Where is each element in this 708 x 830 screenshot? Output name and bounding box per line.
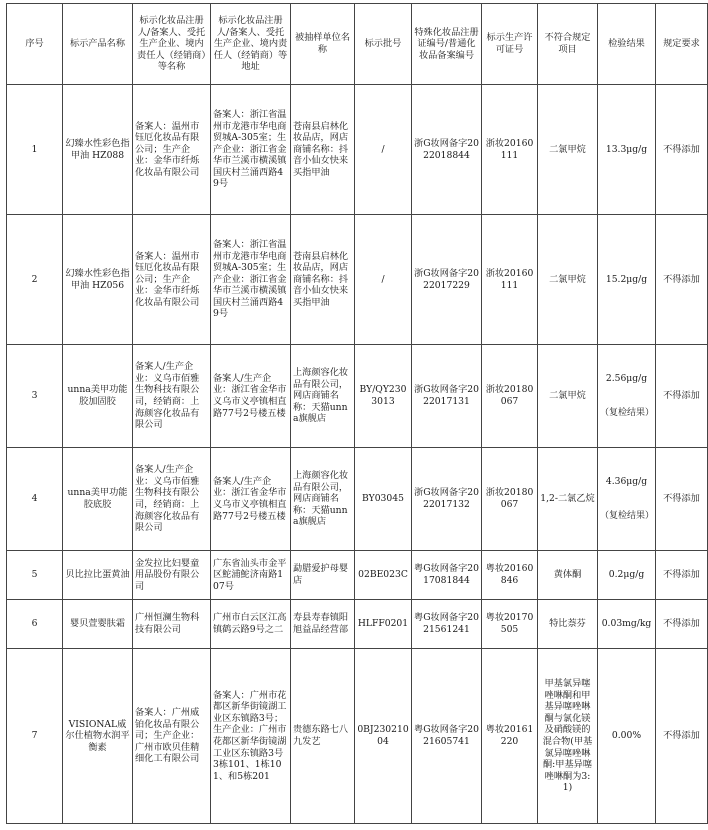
cell-address bbox=[211, 600, 291, 649]
cell-item bbox=[538, 215, 598, 345]
cell-text: 粤妆20170505 bbox=[485, 612, 534, 635]
cell-text: 金发拉比妇婴童用品股份有限公司 bbox=[135, 557, 200, 592]
cell-result bbox=[598, 215, 656, 345]
cell-address bbox=[211, 345, 291, 448]
cell-text: unna美甲功能胶加固胶 bbox=[67, 384, 128, 407]
cell-text: 不得添加 bbox=[663, 493, 700, 505]
cell-req bbox=[656, 448, 708, 551]
cell-sampled bbox=[291, 448, 355, 551]
cell-text: 7 bbox=[31, 730, 38, 742]
cell-batch bbox=[355, 448, 412, 551]
cell-no bbox=[7, 448, 63, 551]
table-row bbox=[7, 345, 708, 448]
cell-name bbox=[63, 448, 133, 551]
cell-name bbox=[63, 85, 133, 215]
cell-text: 粤妆20160846 bbox=[485, 563, 534, 586]
cell-req bbox=[656, 85, 708, 215]
cell-result bbox=[598, 600, 656, 649]
cell-text: 浙G妆网备字2022017229 bbox=[414, 267, 479, 291]
cell-text: 2 bbox=[31, 273, 38, 285]
cell-name bbox=[63, 215, 133, 345]
cell-req bbox=[656, 551, 708, 600]
cell-text: 6 bbox=[31, 618, 38, 630]
cell-text: 广东省汕头市金平区鮀浦鮀济南路107号 bbox=[213, 557, 287, 592]
cell-text: 上海颜容化妆品有限公司，网店商铺名称：天猫unna旗舰店 bbox=[293, 470, 349, 528]
retest-note: （复检结果） bbox=[600, 511, 655, 522]
cell-item bbox=[538, 85, 598, 215]
cell-text: 粤G妆网备字2021605741 bbox=[414, 724, 479, 747]
table-body bbox=[7, 85, 708, 824]
table-row bbox=[7, 215, 708, 345]
cell-item bbox=[538, 448, 598, 551]
cell-text: 粤G妆网备字2021561241 bbox=[414, 612, 479, 635]
cell-req bbox=[656, 600, 708, 649]
header-cell: 被抽样单位名称 bbox=[291, 4, 355, 85]
table-row bbox=[7, 600, 708, 649]
cell-text: 上海颜容化妆品有限公司，网店商铺名称：天猫unna旗舰店 bbox=[293, 367, 349, 425]
cell-item bbox=[538, 345, 598, 448]
cell-result bbox=[598, 551, 656, 600]
table-row bbox=[7, 551, 708, 600]
cell-text: 甲基氯异噻唑啉酮和甲基异噻唑啉酮与氯化镁及硝酸镁的混合物(甲基氯异噻唑啉酮:甲基异噻唑啉酮为3:1) bbox=[542, 678, 593, 794]
cell-no bbox=[7, 215, 63, 345]
cell-text: / bbox=[381, 143, 385, 155]
cell-text: 备案人：广州市花都区新华街镜湖工业区东镇路3号；生产企业：广州市花都区新华街镜湖工业区东镇路3号3栋101、1栋101、和5栋201 bbox=[213, 689, 287, 782]
header-cell: 标示生产许可证号 bbox=[482, 4, 538, 85]
header-cell: 序号 bbox=[7, 4, 63, 85]
header-cell: 特殊化妆品注册证编号/普通化妆品备案编号 bbox=[412, 4, 482, 85]
cell-req bbox=[656, 649, 708, 824]
cell-license bbox=[482, 551, 538, 600]
inspection-table bbox=[6, 3, 708, 824]
cell-text: 备案人：浙江省温州市龙港市华电商贸城A-305室；生产企业：浙江省金华市兰溪市横溪镇国庆村兰涌西路49号 bbox=[213, 108, 287, 190]
cell-text: VISIONAL威尔仕植物水润平衡素 bbox=[65, 718, 130, 753]
cell-company bbox=[133, 600, 211, 649]
results-sheet bbox=[6, 3, 700, 824]
cell-license bbox=[482, 85, 538, 215]
cell-company bbox=[133, 448, 211, 551]
cell-result bbox=[598, 345, 656, 448]
cell-text: 浙G妆网备字2022017131 bbox=[414, 384, 479, 407]
cell-reg bbox=[412, 551, 482, 600]
cell-text: 13.3μg/g bbox=[605, 143, 648, 155]
header-row bbox=[7, 4, 708, 85]
cell-text: BY/QY2303013 bbox=[359, 384, 407, 407]
cell-text: 0.2μg/g bbox=[608, 569, 645, 581]
cell-text: 贵德东路七八九发艺 bbox=[293, 724, 349, 747]
cell-text: 备案人/生产企业：浙江省金华市义乌市义亭镇相直路77号2号楼五楼 bbox=[213, 372, 287, 419]
cell-text: 勐腊爱护母婴店 bbox=[293, 563, 349, 586]
cell-text: HLFF0201 bbox=[357, 618, 409, 630]
cell-text: 浙妆20160111 bbox=[485, 267, 534, 291]
header-cell: 标示化妆品注册人/备案人、受托生产企业、境内责任人（经销商）等地址 bbox=[211, 4, 291, 85]
cell-item bbox=[538, 600, 598, 649]
cell-text: 备案人：温州市钰厄化妆品有限公司；生产企业：金华市纤烁化妆品有限公司 bbox=[135, 120, 200, 178]
cell-text: 0.00% bbox=[611, 730, 642, 742]
cell-name bbox=[63, 600, 133, 649]
cell-text: 苍南县启林化妆品店，网店商铺名称：抖音小仙女快来买指甲油 bbox=[293, 120, 349, 178]
cell-text: 幻臻水性彩色指甲油 HZ056 bbox=[65, 267, 130, 291]
cell-text: 0.03mg/kg bbox=[601, 618, 652, 630]
table-row bbox=[7, 649, 708, 824]
cell-text: 粤G妆网备字2017081844 bbox=[414, 563, 479, 586]
cell-text: 苍南县启林化妆品店，网店商铺名称：抖音小仙女快来买指甲油 bbox=[293, 250, 349, 308]
cell-item bbox=[538, 649, 598, 824]
cell-license bbox=[482, 345, 538, 448]
cell-text: 1,2-二氯乙烷 bbox=[540, 493, 595, 505]
cell-text: 黄体酮 bbox=[553, 569, 582, 581]
cell-text: 不得添加 bbox=[663, 390, 700, 402]
retest-note: （复检结果） bbox=[600, 408, 655, 419]
cell-text: 不得添加 bbox=[663, 143, 700, 155]
cell-text: 贝比拉比蛋黄油 bbox=[65, 569, 130, 581]
cell-text: 特比萘芬 bbox=[549, 618, 586, 630]
cell-text: 婴贝萱婴肤霜 bbox=[69, 618, 126, 630]
cell-text: 备案人：温州市钰厄化妆品有限公司；生产企业：金华市纤烁化妆品有限公司 bbox=[135, 250, 200, 308]
cell-result bbox=[598, 85, 656, 215]
cell-text: 不得添加 bbox=[663, 273, 700, 285]
cell-text: 备案人/生产企业：义乌市佰雅生物科技有限公司，经销商：上海颜容化妆品有限公司 bbox=[135, 464, 200, 534]
cell-text: 02BE023C bbox=[358, 569, 408, 581]
cell-batch bbox=[355, 215, 412, 345]
cell-text: 5 bbox=[31, 569, 38, 581]
cell-reg bbox=[412, 448, 482, 551]
cell-text: 二氯甲烷 bbox=[549, 143, 586, 155]
cell-sampled bbox=[291, 649, 355, 824]
cell-text: 浙G妆网备字2022017132 bbox=[414, 487, 479, 510]
header-cell: 检验结果 bbox=[598, 4, 656, 85]
cell-text: 广州恒澜生物科技有限公司 bbox=[135, 612, 200, 635]
header-cell: 不符合规定项目 bbox=[538, 4, 598, 85]
cell-company bbox=[133, 345, 211, 448]
header-cell: 标示产品名称 bbox=[63, 4, 133, 85]
cell-text: 广州市白云区江高镇鹤云路9号之二 bbox=[213, 612, 287, 635]
cell-address bbox=[211, 215, 291, 345]
cell-sampled bbox=[291, 551, 355, 600]
header-cell: 标示批号 bbox=[355, 4, 412, 85]
cell-batch bbox=[355, 551, 412, 600]
cell-no bbox=[7, 649, 63, 824]
cell-batch bbox=[355, 85, 412, 215]
cell-sampled bbox=[291, 600, 355, 649]
cell-license bbox=[482, 215, 538, 345]
cell-address bbox=[211, 448, 291, 551]
cell-reg bbox=[412, 215, 482, 345]
cell-license bbox=[482, 649, 538, 824]
cell-company bbox=[133, 551, 211, 600]
table-row bbox=[7, 85, 708, 215]
cell-text: 15.2μg/g bbox=[605, 273, 648, 285]
cell-address bbox=[211, 649, 291, 824]
cell-req bbox=[656, 215, 708, 345]
cell-reg bbox=[412, 345, 482, 448]
cell-name bbox=[63, 345, 133, 448]
cell-text: 浙妆20180067 bbox=[485, 384, 534, 407]
cell-reg bbox=[412, 649, 482, 824]
cell-text: 二氯甲烷 bbox=[549, 273, 586, 285]
cell-text: 不得添加 bbox=[663, 569, 700, 581]
cell-text: 不得添加 bbox=[663, 618, 700, 630]
cell-address bbox=[211, 551, 291, 600]
cell-text: 备案人/生产企业：浙江省金华市义乌市义亭镇相直路77号2号楼五楼 bbox=[213, 475, 287, 522]
cell-sampled bbox=[291, 345, 355, 448]
cell-company bbox=[133, 649, 211, 824]
cell-item bbox=[538, 551, 598, 600]
cell-batch bbox=[355, 600, 412, 649]
cell-text: 4.36μg/g bbox=[605, 475, 648, 487]
cell-text: 浙G妆网备字2022018844 bbox=[414, 137, 479, 161]
cell-reg bbox=[412, 85, 482, 215]
cell-text: 寿县寿春镇阳旭益品经营部 bbox=[293, 612, 349, 635]
cell-text: 粤妆20161220 bbox=[485, 724, 534, 747]
cell-address bbox=[211, 85, 291, 215]
cell-text: 0BJ23021004 bbox=[357, 724, 409, 747]
cell-text: 1 bbox=[31, 143, 38, 155]
cell-text: 二氯甲烷 bbox=[549, 390, 586, 402]
cell-text: BY03045 bbox=[362, 493, 404, 505]
cell-req bbox=[656, 345, 708, 448]
cell-result bbox=[598, 649, 656, 824]
cell-text: 浙妆20180067 bbox=[485, 487, 534, 510]
cell-text: 2.56μg/g bbox=[605, 372, 648, 384]
cell-name bbox=[63, 649, 133, 824]
table-row bbox=[7, 448, 708, 551]
cell-sampled bbox=[291, 215, 355, 345]
header-cell: 规定要求 bbox=[656, 4, 708, 85]
cell-no bbox=[7, 600, 63, 649]
cell-no bbox=[7, 345, 63, 448]
cell-company bbox=[133, 215, 211, 345]
cell-license bbox=[482, 448, 538, 551]
cell-text: 4 bbox=[31, 493, 38, 505]
cell-text: unna美甲功能胶底胶 bbox=[67, 487, 128, 510]
cell-reg bbox=[412, 600, 482, 649]
cell-text: 3 bbox=[31, 390, 38, 402]
cell-text: 备案人：广州威铂化妆品有限公司；生产企业：广州市欧贝佳精细化工有限公司 bbox=[135, 707, 200, 765]
cell-company bbox=[133, 85, 211, 215]
cell-batch bbox=[355, 345, 412, 448]
cell-name bbox=[63, 551, 133, 600]
cell-sampled bbox=[291, 85, 355, 215]
cell-license bbox=[482, 600, 538, 649]
header-cell: 标示化妆品注册人/备案人、受托生产企业、境内责任人（经销商）等名称 bbox=[133, 4, 211, 85]
cell-no bbox=[7, 85, 63, 215]
cell-batch bbox=[355, 649, 412, 824]
cell-text: 幻臻水性彩色指甲油 HZ088 bbox=[65, 137, 130, 161]
cell-text: 备案人/生产企业：义乌市佰雅生物科技有限公司，经销商：上海颜容化妆品有限公司 bbox=[135, 361, 200, 431]
cell-text: / bbox=[381, 273, 385, 285]
cell-result bbox=[598, 448, 656, 551]
cell-text: 备案人：浙江省温州市龙港市华电商贸城A-305室；生产企业：浙江省金华市兰溪市横溪镇国庆村兰涌西路49号 bbox=[213, 238, 287, 320]
cell-no bbox=[7, 551, 63, 600]
cell-text: 不得添加 bbox=[663, 730, 700, 742]
cell-text: 浙妆20160111 bbox=[485, 137, 534, 161]
